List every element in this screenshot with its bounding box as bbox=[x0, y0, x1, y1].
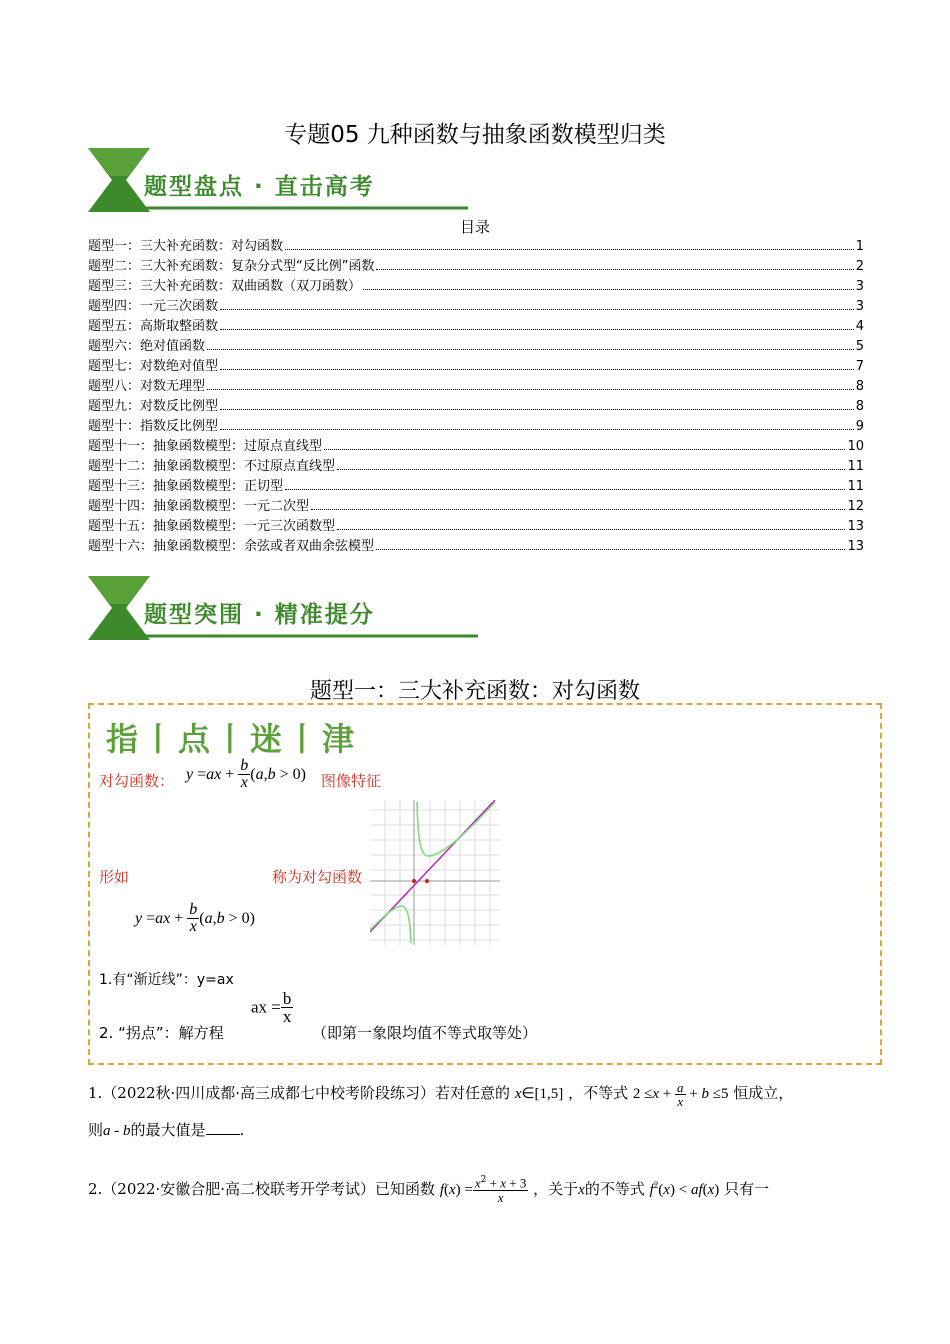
toc-leader-dots bbox=[220, 408, 854, 410]
graph-svg bbox=[370, 800, 500, 945]
toc-item-page: 9 bbox=[855, 419, 864, 434]
question-1-text: 的最大值是 bbox=[130, 1121, 206, 1139]
answer-blank[interactable] bbox=[206, 1134, 240, 1135]
point-inflection-note: （即第一象限均值不等式取等处） bbox=[312, 1024, 538, 1042]
toc-item-page: 1 bbox=[855, 239, 864, 254]
point-asymptote: 1.有“渐近线”：y=ax bbox=[99, 972, 234, 988]
toc-item[interactable] bbox=[88, 437, 864, 457]
toc-item-page: 4 bbox=[855, 319, 864, 334]
toc-item[interactable] bbox=[88, 457, 864, 477]
toc-leader-dots bbox=[207, 348, 854, 350]
hook-function-graph bbox=[370, 800, 500, 949]
formula-shape: y =ax + $\frac{b}{x}$ (a,b > 0) bbox=[135, 901, 255, 935]
toc-item-label: 题型七：对数绝对值型 bbox=[88, 359, 219, 374]
question-2: 2.（2022·安徽合肥·高二校联考开学考试）已知函数 f(x) = $\frac{x^2 + x + 3}{x}$ ，关于x的不等式 $f^2(x) < af(x)$ 只有一 bbox=[88, 1174, 770, 1206]
toc-leader-dots bbox=[363, 288, 854, 290]
toc-item-page: 3 bbox=[855, 279, 864, 294]
toc-leader-dots bbox=[376, 548, 845, 550]
question-1-line2: 则a - b的最大值是 . bbox=[88, 1121, 245, 1139]
toc-item-page: 7 bbox=[855, 359, 864, 374]
toc-item-label: 题型二：三大补充函数：复杂分式型“反比例”函数 bbox=[88, 259, 375, 274]
toc-item-label: 题型三：三大补充函数：双曲函数（双刀函数） bbox=[88, 279, 362, 294]
toc-item-label: 题型十一：抽象函数模型：过原点直线型 bbox=[88, 439, 323, 454]
toc-item[interactable] bbox=[88, 397, 864, 417]
toc-item[interactable] bbox=[88, 297, 864, 317]
toc-item-page: 8 bbox=[855, 379, 864, 394]
formula-definition: y =ax + $\frac{b}{x}$ (a,b > 0) bbox=[186, 757, 306, 791]
question-1-text: 则 bbox=[88, 1121, 104, 1139]
banner-title: 题型盘点 · 直击高考 bbox=[144, 174, 375, 200]
toc-item[interactable] bbox=[88, 517, 864, 537]
toc-item-page: 11 bbox=[847, 459, 864, 474]
toc-leader-dots bbox=[220, 368, 854, 370]
toc-leader-dots bbox=[207, 388, 854, 390]
toc-item-label: 题型十：指数反比例型 bbox=[88, 419, 219, 434]
toc-item[interactable] bbox=[88, 237, 864, 257]
toc-leader-dots bbox=[220, 308, 854, 310]
toc-item-page: 10 bbox=[847, 439, 864, 454]
tip-heading: 指丨点丨迷丨津 bbox=[106, 720, 359, 758]
shape-label: 形如 bbox=[99, 868, 130, 886]
question-1-text: 恒成立， bbox=[733, 1084, 794, 1102]
question-1-source: 1.（2022秋·四川成都·高三成都七中校考阶段练习）若对任意的 bbox=[88, 1084, 511, 1102]
section-title: 题型一：三大补充函数：对勾函数 bbox=[309, 679, 640, 704]
formula-inflection: ax = $\frac{b}{x}$ bbox=[251, 989, 292, 1026]
toc-leader-dots bbox=[324, 448, 845, 450]
question-1-text: ，不等式 bbox=[568, 1084, 629, 1102]
toc-item-label: 题型九：对数反比例型 bbox=[88, 399, 219, 414]
toc-item-page: 3 bbox=[855, 299, 864, 314]
toc-item[interactable] bbox=[88, 317, 864, 337]
question-1: 1.（2022秋·四川成都·高三成都七中校考阶段练习）若对任意的 x∈[1,5] ，不等式 2 ≤x + $\frac{a}{x}$ + b ≤5 恒成立， bbox=[88, 1079, 794, 1109]
toc-leader-dots bbox=[311, 508, 845, 510]
question-2-text: ，关于 bbox=[533, 1180, 579, 1198]
toc-item[interactable] bbox=[88, 357, 864, 377]
toc-leader-dots bbox=[337, 468, 845, 470]
point-inflection-label: 2. “拐点”：解方程 bbox=[99, 1024, 224, 1042]
toc-leader-dots bbox=[285, 248, 854, 250]
section-banner-overview bbox=[88, 148, 468, 212]
table-of-contents bbox=[88, 237, 864, 557]
section-banner-practice bbox=[88, 576, 478, 640]
toc-item-page: 8 bbox=[855, 399, 864, 414]
toc-item-page: 2 bbox=[855, 259, 864, 274]
toc-leader-dots bbox=[285, 488, 845, 490]
toc-heading: 目录 bbox=[459, 218, 490, 236]
toc-item-page: 11 bbox=[847, 479, 864, 494]
toc-leader-dots bbox=[220, 328, 854, 330]
question-2-text: 的不等式 bbox=[584, 1180, 645, 1198]
toc-item[interactable] bbox=[88, 337, 864, 357]
page-title: 专题05 九种函数与抽象函数模型归类 bbox=[284, 122, 666, 148]
toc-item-label: 题型五：高斯取整函数 bbox=[88, 319, 219, 334]
toc-item[interactable] bbox=[88, 417, 864, 437]
toc-item-page: 13 bbox=[847, 519, 864, 534]
graph-feature-label: 图像特征 bbox=[321, 772, 382, 790]
toc-item-label: 题型十四：抽象函数模型：一元二次型 bbox=[88, 499, 310, 514]
toc-item-label: 题型四：一元三次函数 bbox=[88, 299, 219, 314]
toc-item[interactable] bbox=[88, 257, 864, 277]
question-2-source: 2.（2022·安徽合肥·高二校联考开学考试）已知函数 bbox=[88, 1180, 436, 1198]
toc-item-label: 题型八：对数无理型 bbox=[88, 379, 206, 394]
question-2-text: 只有一 bbox=[724, 1180, 770, 1198]
toc-item[interactable] bbox=[88, 537, 864, 557]
toc-item[interactable] bbox=[88, 497, 864, 517]
toc-item[interactable] bbox=[88, 277, 864, 297]
toc-item-page: 5 bbox=[855, 339, 864, 354]
question-1-text: . bbox=[239, 1121, 245, 1139]
toc-leader-dots bbox=[220, 428, 854, 430]
toc-item[interactable] bbox=[88, 377, 864, 397]
toc-item-label: 题型十二：抽象函数模型：不过原点直线型 bbox=[88, 459, 336, 474]
toc-item-page: 12 bbox=[847, 499, 864, 514]
toc-item[interactable] bbox=[88, 477, 864, 497]
toc-item-label: 题型十五：抽象函数模型：一元三次函数型 bbox=[88, 519, 336, 534]
banner-title: 题型突围 · 精准提分 bbox=[144, 602, 375, 628]
toc-item-label: 题型一：三大补充函数：对勾函数 bbox=[88, 239, 284, 254]
toc-item-label: 题型六：绝对值函数 bbox=[88, 339, 206, 354]
toc-item-page: 13 bbox=[847, 539, 864, 554]
toc-leader-dots bbox=[337, 528, 845, 530]
shape-name-label: 称为对勾函数 bbox=[272, 868, 363, 886]
definition-label: 对勾函数： bbox=[99, 772, 175, 790]
toc-leader-dots bbox=[376, 268, 853, 270]
toc-item-label: 题型十六：抽象函数模型：余弦或者双曲余弦模型 bbox=[88, 539, 375, 554]
toc-item-label: 题型十三：抽象函数模型：正切型 bbox=[88, 479, 284, 494]
